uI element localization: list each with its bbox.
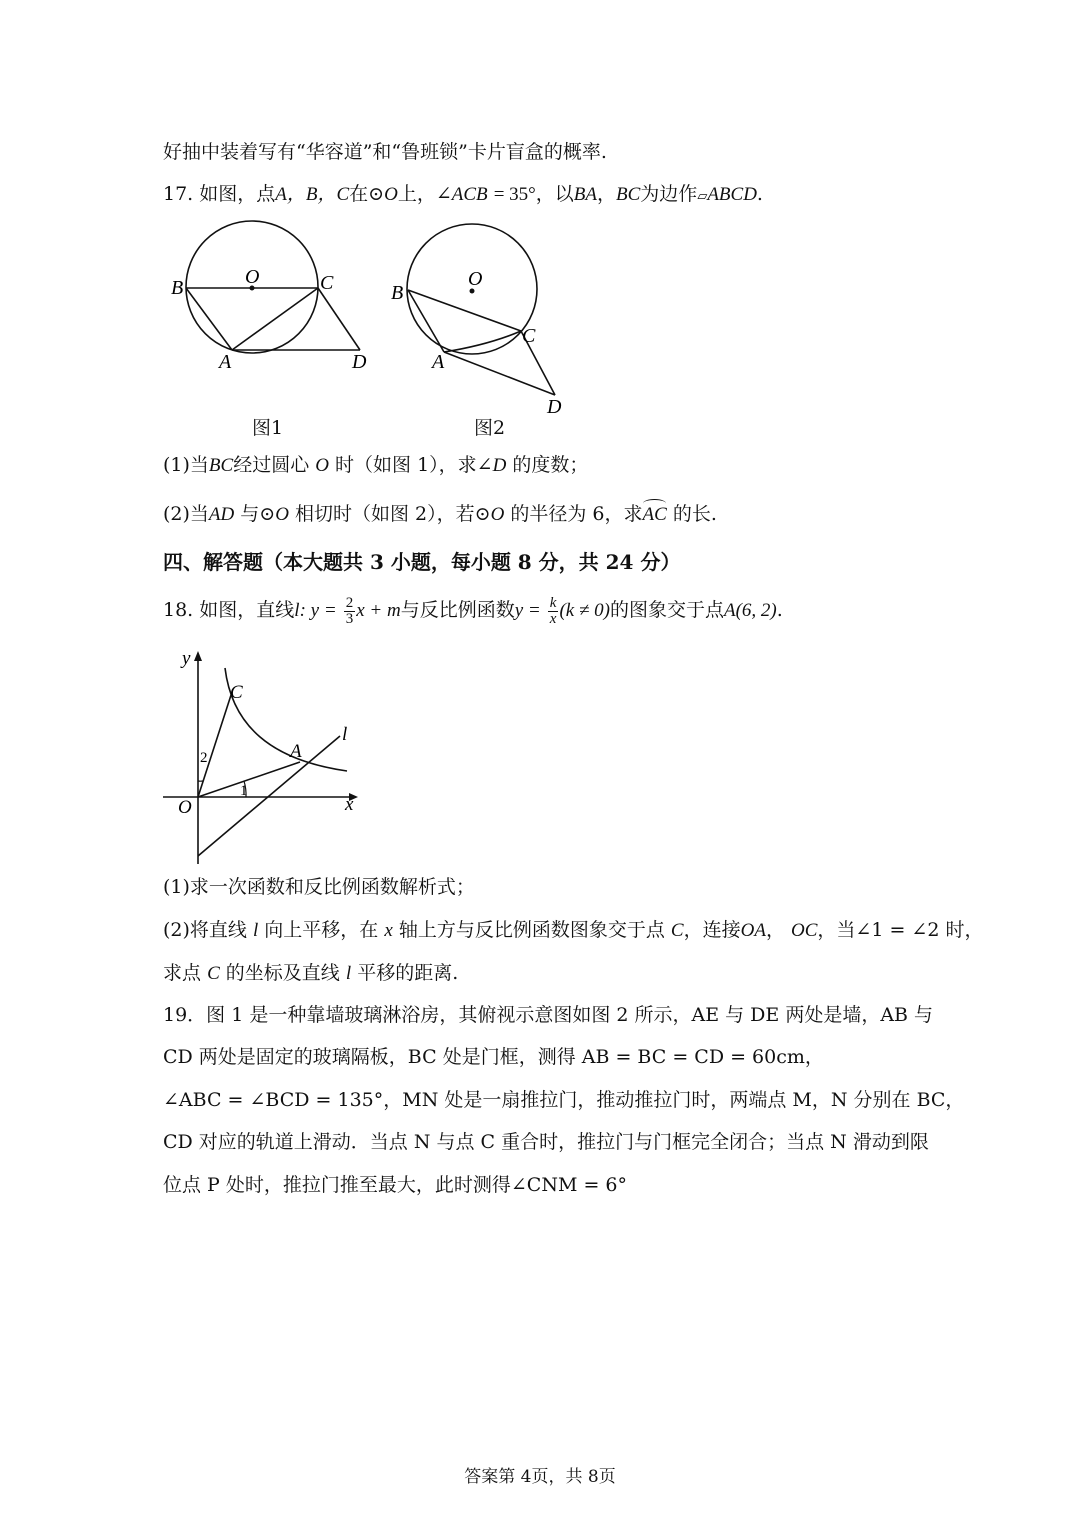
intro-line: 好抽中装着写有“华容道”和“鲁班锁”卡片盲盒的概率. xyxy=(163,141,607,163)
fig2-caption: 图2 xyxy=(474,417,506,439)
q17-side2: BC xyxy=(616,184,641,205)
fraction-2-3 xyxy=(344,596,356,627)
fig1-caption: 图1 xyxy=(252,417,284,439)
q17-circle: O xyxy=(384,184,398,205)
q17-part1-o: O xyxy=(315,455,329,476)
section4-title: 四、解答题（本大题共 3 小题，每小题 8 分，共 24 分） xyxy=(163,550,681,574)
q18-part2-text: ，连接 xyxy=(683,919,741,941)
q17-parallelogram-name: ABCD xyxy=(707,184,757,205)
q17-arc-ac: AC xyxy=(642,502,666,528)
fig1-label-d: D xyxy=(352,351,367,373)
fraction-num: 2 xyxy=(345,594,354,611)
q18-text: 如图，直线 xyxy=(199,599,295,621)
fig1-label-a: A xyxy=(219,351,232,373)
q17-side1: BA xyxy=(573,184,597,205)
q18-axis-x: x xyxy=(345,794,354,815)
fraction-den: 3 xyxy=(345,610,354,627)
q17-part1-d: D xyxy=(492,455,507,476)
q17-text: 在⊙ xyxy=(349,183,385,205)
q17-part1 xyxy=(163,452,588,479)
q19-line-2: CD 两处是固定的玻璃隔板，BC 处是门框，测得 AB = BC = CD = 60cm， xyxy=(163,1046,824,1068)
q19-line-5: 位点 P 处时，推拉门推至最大，此时测得∠CNM = 6° xyxy=(163,1174,627,1196)
q18-point-a: A(6, 2) xyxy=(723,600,777,621)
q19-line-1: 19．图 1 是一种靠墙玻璃淋浴房，其俯视示意图如图 2 所示，AE 与 DE 两处是墙，AB 与 xyxy=(163,1004,934,1026)
q17-part1-text: 的度数； xyxy=(512,454,589,476)
parallelogram-symbol: ▱ xyxy=(697,189,708,204)
q17-text: 如图，点 xyxy=(199,183,276,205)
q17-angle-name: ACB xyxy=(451,184,488,205)
q18-part2-text: 向上平移，在 xyxy=(264,919,379,941)
q17-part2-o: O xyxy=(275,504,289,525)
q17-part1-bc: BC xyxy=(208,455,234,476)
fig2-label-b: B xyxy=(391,282,404,304)
q18-part2-l2: l xyxy=(345,963,352,984)
q18-angle-2: 2 xyxy=(200,750,208,766)
fig2-label-a: A xyxy=(432,351,445,373)
fig2-label-c: C xyxy=(522,325,536,347)
q17-part2-text: 的长. xyxy=(672,503,717,525)
q18-line-name: l xyxy=(294,600,300,621)
fraction-den: x xyxy=(549,610,557,627)
q17-part2-text: 的半径为 6，求 xyxy=(510,503,643,525)
q17-part1-text: 经过圆心 xyxy=(233,454,310,476)
q18-part2-text: 的坐标及直线 xyxy=(225,962,340,984)
q17-text: ， xyxy=(597,183,617,205)
fig2-label-d: D xyxy=(547,396,562,418)
q18-part2-oa: OA xyxy=(740,920,766,941)
q18-x-plus-m: x + m xyxy=(356,600,401,621)
q18-part2-text: 平移的距离. xyxy=(357,962,459,984)
q18-part2-text: 求点 xyxy=(163,962,202,984)
q17-part1-text: 时（如图 1），求∠ xyxy=(335,454,493,476)
fig1-label-c: C xyxy=(320,272,334,294)
q18-origin: O xyxy=(178,797,192,818)
q18-part2-text: 轴上方与反比例函数图象交于点 xyxy=(398,919,665,941)
q18-part2-oc: OC xyxy=(791,920,818,941)
q18-part2-text: ， xyxy=(765,919,785,941)
q18-statement xyxy=(163,590,783,630)
q17-figure-1 xyxy=(160,220,380,380)
q17-part2-text: 与⊙ xyxy=(240,503,276,525)
q17-number: 17. xyxy=(163,183,194,205)
q17-text: 为边作 xyxy=(640,183,698,205)
q18-point-c: C xyxy=(230,682,243,703)
fig1-label-b: B xyxy=(171,277,184,299)
q18-point-a-label: A xyxy=(290,741,302,762)
q17-part1-text: (1)当 xyxy=(163,454,209,476)
q18-colon-y: : y = xyxy=(299,600,337,621)
q17-period: . xyxy=(756,183,763,205)
q18-text: 的图象交于点 xyxy=(609,599,724,621)
q17-text: 上，∠ xyxy=(397,183,452,205)
q18-line-l: l xyxy=(342,724,348,745)
q17-statement xyxy=(163,181,763,210)
q17-part2-ad: AD xyxy=(208,504,235,525)
q19-line-4: CD 对应的轨道上滑动．当点 N 与点 C 重合时，推拉门与门框完全闭合；当点 N 滑动到限 xyxy=(163,1131,929,1153)
q17-part2 xyxy=(163,501,717,528)
q17-part2-text: 相切时（如图 2），若⊙ xyxy=(295,503,491,525)
q19-line-3: ∠ABC = ∠BCD = 135°，MN 处是一扇推拉门，推动推拉门时，两端点 M，N 分别在 BC， xyxy=(163,1089,965,1111)
fig1-label-o: O xyxy=(245,266,260,288)
q17-text: ，以 xyxy=(535,183,574,205)
q18-number: 18. xyxy=(163,599,194,621)
q18-axis-y: y xyxy=(182,648,191,669)
q18-part2-c2: C xyxy=(207,963,220,984)
q18-part2 xyxy=(163,917,983,944)
q17-part2-text: (2)当 xyxy=(163,503,209,525)
q17-angle-value: = 35° xyxy=(493,184,536,205)
q18-part2-line2 xyxy=(163,960,458,987)
q18-part1: (1)求一次函数和反比例函数解析式； xyxy=(163,876,475,898)
q18-part2-x: x xyxy=(384,920,393,941)
q18-part2-text: ，当∠1 = ∠2 时， xyxy=(817,919,984,941)
q17-points: A，B，C xyxy=(275,184,350,205)
q18-k-cond: (k ≠ 0) xyxy=(559,600,610,621)
fraction-k-x xyxy=(548,596,559,627)
q18-part2-c: C xyxy=(670,920,684,941)
fig2-label-o: O xyxy=(468,268,483,290)
q18-angle-1: 1 xyxy=(240,783,248,799)
page-footer: 答案第 4页，共 8页 xyxy=(464,1467,616,1487)
fraction-num: k xyxy=(549,594,557,611)
q17-figure-2 xyxy=(385,220,585,420)
q18-y-eq: y = xyxy=(514,600,541,621)
q18-part2-text: (2)将直线 xyxy=(163,919,247,941)
q17-part2-o2: O xyxy=(490,504,505,525)
q18-figure xyxy=(160,640,380,870)
q18-text: 与反比例函数 xyxy=(400,599,515,621)
q18-period: . xyxy=(776,599,783,621)
q18-part2-l: l xyxy=(252,920,259,941)
